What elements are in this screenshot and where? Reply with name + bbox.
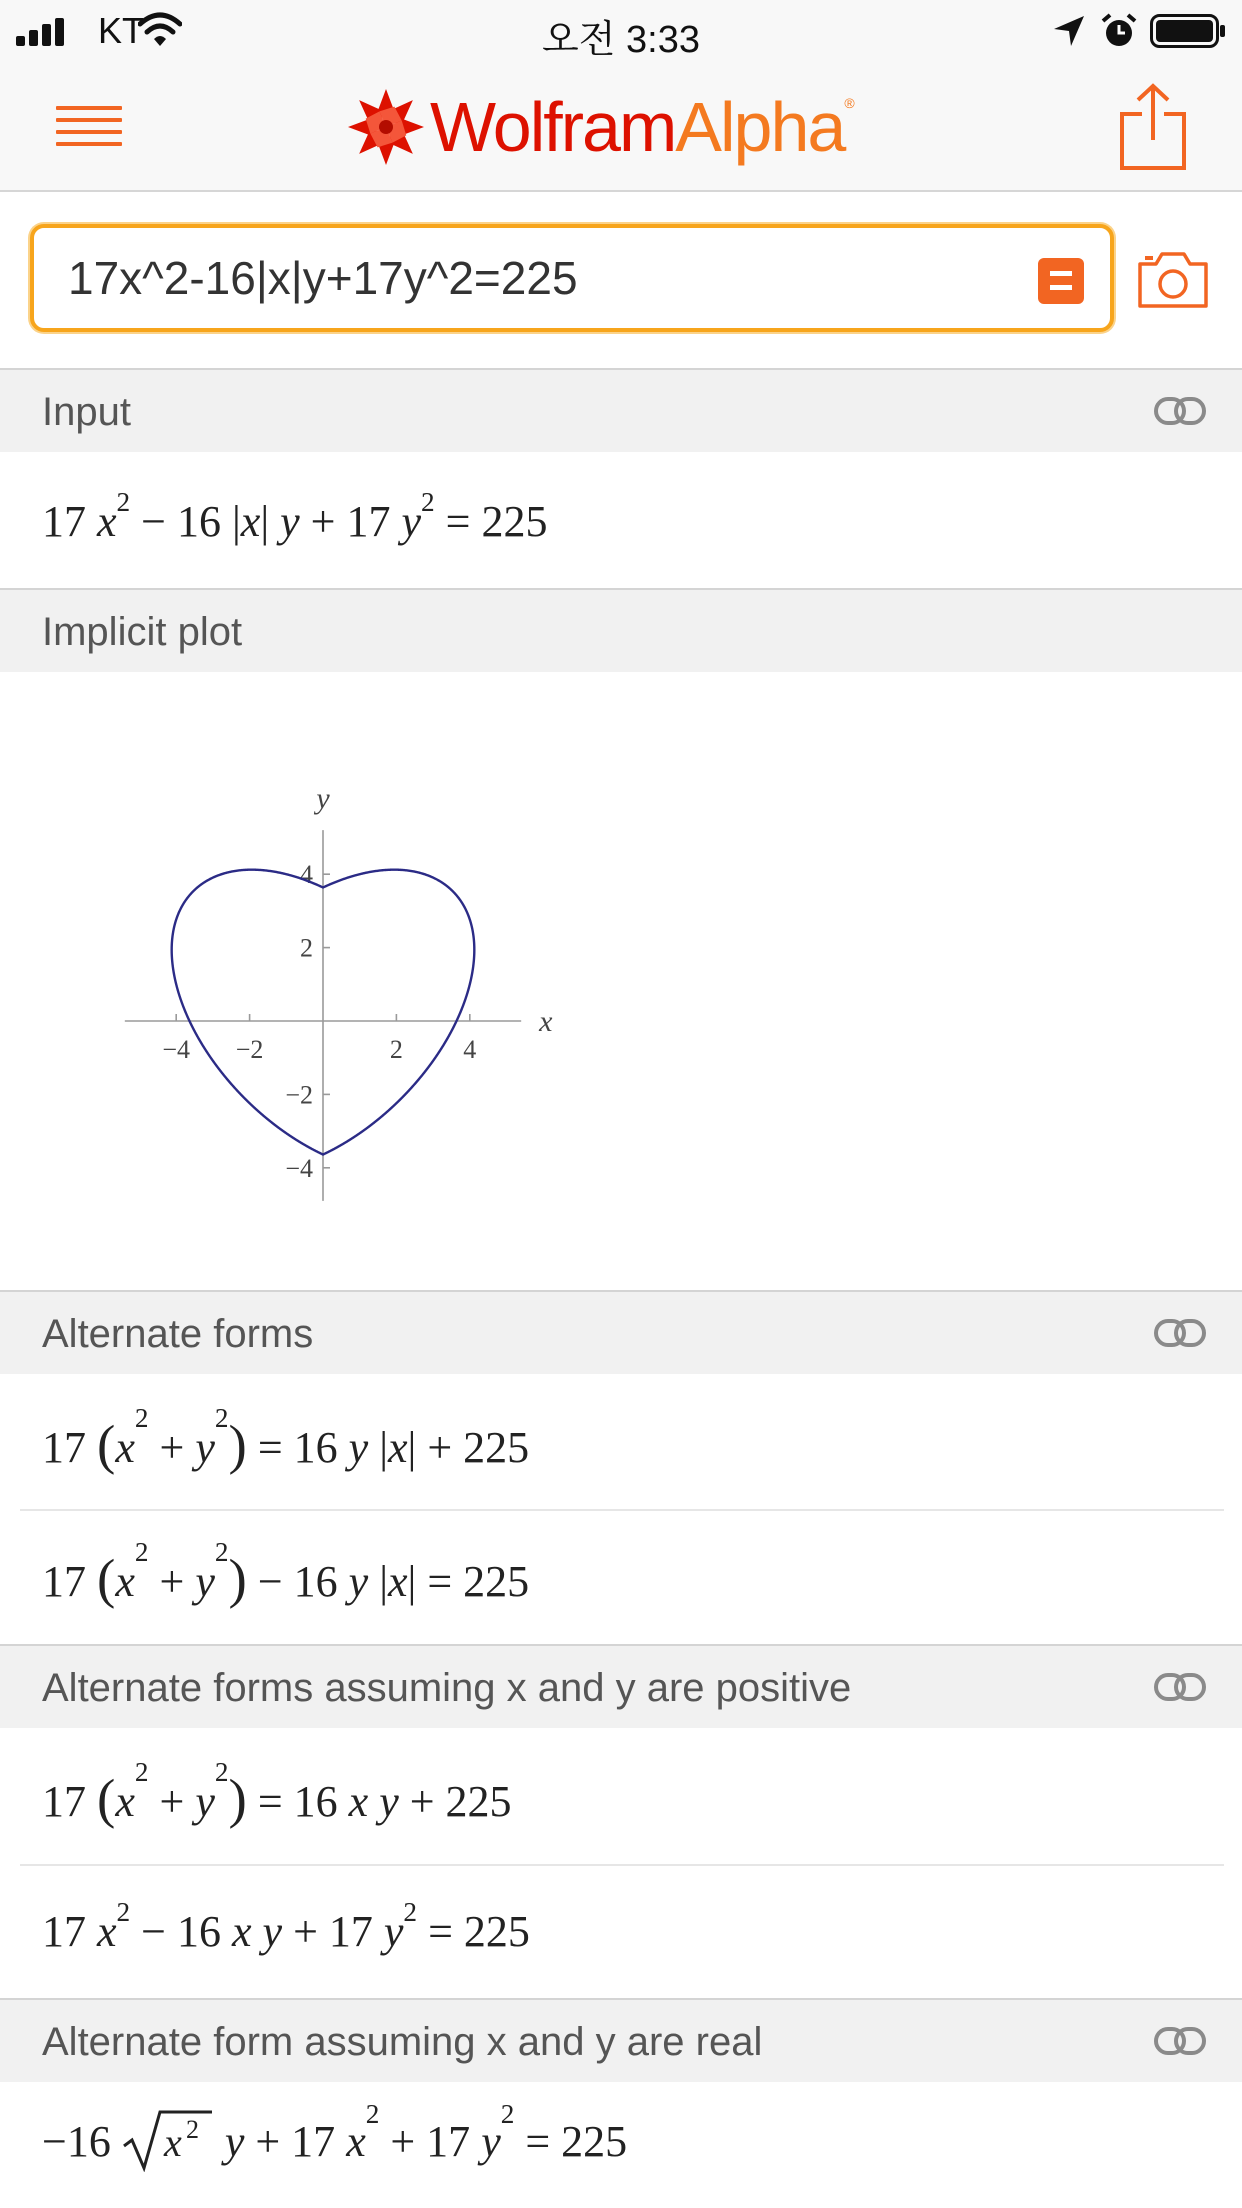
pod-header-alternate-form-real: [0, 1998, 1242, 2082]
link-icon[interactable]: [1154, 396, 1206, 426]
compute-button[interactable]: [1038, 258, 1084, 304]
logo-registered: ®: [844, 95, 853, 111]
pod-header-alternate-forms: [0, 1290, 1242, 1374]
share-icon[interactable]: [1118, 82, 1188, 172]
search-input[interactable]: [68, 228, 1018, 328]
x-tick-label: 4: [463, 1035, 477, 1064]
carrier-label: KT: [98, 10, 145, 51]
camera-icon[interactable]: [1136, 250, 1210, 310]
search-bar: [0, 192, 1242, 368]
y-tick-label: 2: [300, 933, 313, 963]
search-box: [30, 224, 1114, 332]
pod-header-input: [0, 368, 1242, 452]
logo-text: [430, 88, 853, 166]
y-axis-label: y: [316, 782, 330, 816]
alternate-form-1: 17 $(x^2 + y^2) = 16$ y |x| + 225: [42, 1403, 530, 1476]
alternate-form-2: 17 $(x^2 + y^2) - 16$ y |x| = 225: [42, 1537, 530, 1610]
x-tick-label: −2: [235, 1035, 264, 1064]
link-icon[interactable]: [1154, 1672, 1206, 1702]
real-form: −16 x 2 y + 17 $x^2 + 17$ $y^2 = 225$: [42, 2108, 627, 2172]
app-header: [0, 62, 1242, 192]
x-axis-label: x: [539, 1005, 553, 1038]
link-icon[interactable]: [1154, 1318, 1206, 1348]
logo-alpha: Alpha: [675, 88, 845, 166]
x-tick-label: −4: [162, 1035, 191, 1064]
input-formula: 17 $x^2 - 16$ |x| y + 17 $y^2 = 225$: [42, 487, 548, 546]
y-tick-label: −4: [285, 1153, 313, 1183]
link-icon[interactable]: [1154, 2026, 1206, 2056]
plot-svg: [0, 675, 700, 1290]
svg-text:x: x: [163, 2120, 182, 2165]
alternate-form-real-row: [0, 2082, 1242, 2208]
alarm-icon: [1100, 12, 1138, 50]
pod-title-alternate-forms: Alternate forms: [42, 1312, 314, 1356]
implicit-plot: [0, 675, 1242, 1290]
sqrt-symbol: [122, 2108, 214, 2172]
wolfram-star-icon: [346, 87, 426, 167]
pod-title-alternate-forms-positive: Alternate forms assuming x and y are positive: [42, 1666, 852, 1710]
logo-wolfram: Wolfram: [430, 88, 676, 166]
alternate-forms-positive-rows: [0, 1728, 1242, 1998]
positive-form-1: 17 $(x^2 + y^2) = 16$ x y + 225: [42, 1757, 512, 1830]
pod-title-plot: Implicit plot: [42, 610, 243, 654]
separator: [20, 1864, 1224, 1866]
y-tick-label: −2: [285, 1080, 313, 1110]
pod-title-input: Input: [42, 390, 131, 434]
pod-header-alternate-forms-positive: [0, 1644, 1242, 1728]
y-tick-label: 4: [300, 860, 313, 890]
status-bar: [0, 0, 1242, 62]
svg-text:2: 2: [185, 2115, 199, 2144]
battery-icon: [1150, 14, 1226, 48]
pod-title-alternate-form-real: Alternate form assuming x and y are real: [42, 2020, 763, 2064]
menu-icon[interactable]: [56, 106, 122, 146]
pod-header-plot: [0, 588, 1242, 672]
x-tick-label: 2: [389, 1035, 403, 1064]
input-row: [0, 452, 1242, 588]
alternate-forms-rows: [0, 1374, 1242, 1644]
wolfram-alpha-logo: [346, 82, 853, 172]
positive-form-2: 17 $x^2 - 16$ x y + 17 $y^2 = 225$: [42, 1897, 530, 1956]
location-arrow-icon: [1052, 14, 1086, 48]
status-time: 오전 3:33: [542, 19, 700, 61]
separator: [20, 1509, 1224, 1511]
